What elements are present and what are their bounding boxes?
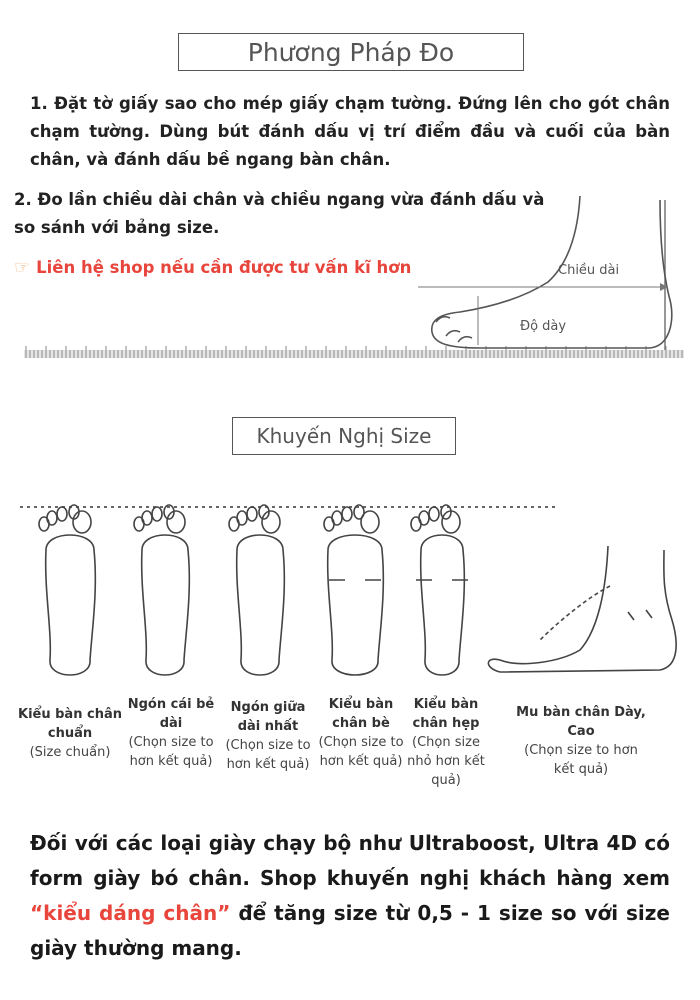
foot-type-wide (318, 695, 404, 771)
foot-type-note: (Chọn size to hơn kết quả) (128, 735, 214, 769)
pointing-hand-icon: ☞ (14, 257, 31, 278)
foot-type-note: (Chọn size to hơn kết quả) (318, 735, 404, 769)
foot-type-name: Kiểu bàn chân chuẩn (18, 707, 122, 741)
section-title-measure: Phương Pháp Đo (178, 33, 524, 71)
foot-type-name: Ngón giữa dài nhất (230, 700, 306, 734)
foot-type-name: Mu bàn chân Dày, Cao (516, 705, 646, 739)
footer-note (30, 826, 670, 966)
footer-text-before: Đối với các loại giày chạy bộ như Ultraboost, Ultra 4D có form giày bó chân. Shop khuyến nghị khách hàng xem (30, 831, 670, 890)
foot-type-long-big-toe (124, 695, 218, 771)
foot-type-note: (Chọn size to hơn kết quả) (225, 738, 311, 772)
measure-diagram (0, 0, 700, 380)
section-title-size-advice: Khuyến Nghị Size (232, 417, 456, 455)
foot-type-note: (Chọn size to hơn kết quả) (524, 743, 638, 777)
foot-type-note: (Chọn size nhỏ hơn kết quả) (407, 735, 485, 788)
foot-type-standard (18, 705, 122, 762)
foot-type-long-middle-toe (220, 698, 316, 774)
long-big-toe-foot-illustration (134, 505, 189, 675)
footer-text-after: để tăng size từ 0,5 - 1 size so với size giày thường mang. (30, 901, 670, 960)
narrow-foot-illustration (411, 505, 464, 675)
foot-type-narrow (404, 695, 488, 790)
foot-type-note: (Size chuẩn) (29, 745, 111, 760)
footer-highlight: “kiểu dáng chân” (30, 901, 231, 925)
foot-type-name: Ngón cái bẻ dài (127, 697, 215, 731)
foot-type-name: Kiểu bàn chân hẹp (412, 697, 480, 731)
standard-foot-illustration (39, 505, 95, 675)
thickness-label: Độ dày (520, 319, 567, 334)
foot-type-name: Kiểu bàn chân bè (328, 697, 394, 731)
foot-types-diagram (0, 490, 700, 690)
step-2-text: 2. Đo lần chiều dài chân và chiều ngang vừa đánh dấu và so sánh với bảng size. (14, 190, 545, 237)
wide-foot-illustration (324, 505, 383, 675)
high-instep-foot-illustration (488, 546, 676, 672)
step-1-text: 1. Đặt tờ giấy sao cho mép giấy chạm tường. Đứng lên cho gót chân chạm tường. Dùng bút đánh dấu vị trí điểm đầu và cuối của bàn chân, và đánh dấu bề ngang bàn chân. (30, 94, 670, 169)
length-label: Chiều dài (558, 263, 620, 278)
foot-type-high-instep (512, 703, 650, 779)
long-middle-toe-foot-illustration (229, 505, 284, 675)
contact-text: Liên hệ shop nếu cần được tư vấn kĩ hơn (36, 258, 412, 277)
